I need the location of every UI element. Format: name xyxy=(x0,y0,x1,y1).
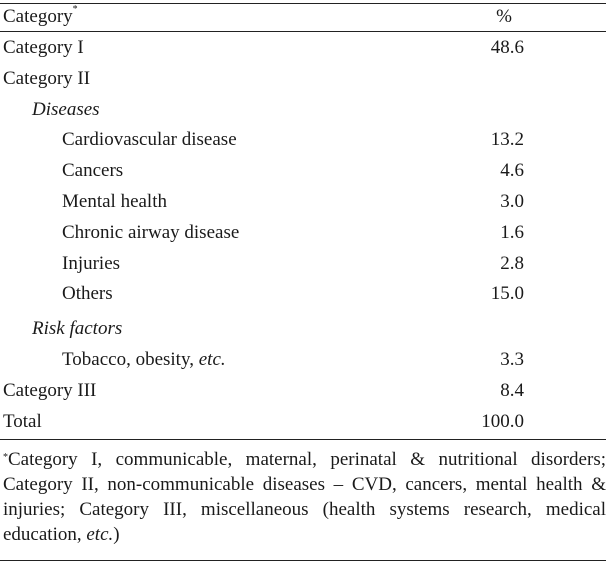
row-label: Injuries xyxy=(62,253,121,274)
footnote-marker: * xyxy=(3,452,8,463)
table-row xyxy=(0,38,606,62)
row-value: 8.4 xyxy=(500,380,524,401)
table-row xyxy=(0,161,606,185)
table-row xyxy=(0,130,606,154)
row-label: Mental health xyxy=(62,191,167,212)
table-row xyxy=(0,319,606,343)
table-row xyxy=(0,412,606,436)
row-value: 4.6 xyxy=(500,160,524,181)
row-label: Cancers xyxy=(62,160,124,181)
row-label: Risk factors xyxy=(32,318,123,339)
header-percent: % xyxy=(496,6,512,27)
row-label: Cardiovascular disease xyxy=(62,129,237,150)
row-value: 48.6 xyxy=(490,37,524,58)
row-label-text: Tobacco, obesity, xyxy=(62,349,199,370)
row-label-italic: etc. xyxy=(198,349,226,370)
row-value: 2.8 xyxy=(500,253,524,274)
row-label: Chronic airway disease xyxy=(62,222,240,243)
row-label: Total xyxy=(3,411,42,432)
table-row xyxy=(0,69,606,93)
table-row xyxy=(0,254,606,278)
header-category-text: Category xyxy=(3,6,73,27)
bottom-table-rule xyxy=(0,439,606,440)
footnote xyxy=(3,447,606,547)
footnote-text-end: ) xyxy=(113,524,120,545)
row-value: 3.3 xyxy=(500,349,524,370)
table-row xyxy=(0,284,606,308)
header-footnote-marker: * xyxy=(72,4,78,15)
row-value: 100.0 xyxy=(481,411,524,432)
row-label xyxy=(62,350,226,369)
table-row xyxy=(0,381,606,405)
table-row xyxy=(0,192,606,216)
row-value: 13.2 xyxy=(490,129,524,150)
header-rule xyxy=(0,31,606,32)
row-label: Category III xyxy=(3,380,97,401)
row-value: 3.0 xyxy=(500,191,524,212)
footnote-text: Category I, communicable, maternal, perinatal & nutritional disorders; Category II, non-communicable diseases – CVD, cancers, mental health & injuries; Category III, miscellaneous (health systems research, medical education, xyxy=(3,449,606,545)
row-label: Diseases xyxy=(32,99,100,120)
row-label: Others xyxy=(62,283,113,304)
header-row xyxy=(0,4,606,31)
table-row xyxy=(0,100,606,124)
row-value: 15.0 xyxy=(490,283,524,304)
footnote-text-italic: etc. xyxy=(86,524,114,545)
table-row xyxy=(0,350,606,374)
row-label: Category II xyxy=(3,68,91,89)
header-category xyxy=(3,4,78,27)
table-row xyxy=(0,223,606,247)
row-label: Category I xyxy=(3,37,84,58)
final-rule xyxy=(0,560,606,561)
row-value: 1.6 xyxy=(500,222,524,243)
top-rule xyxy=(0,3,606,4)
